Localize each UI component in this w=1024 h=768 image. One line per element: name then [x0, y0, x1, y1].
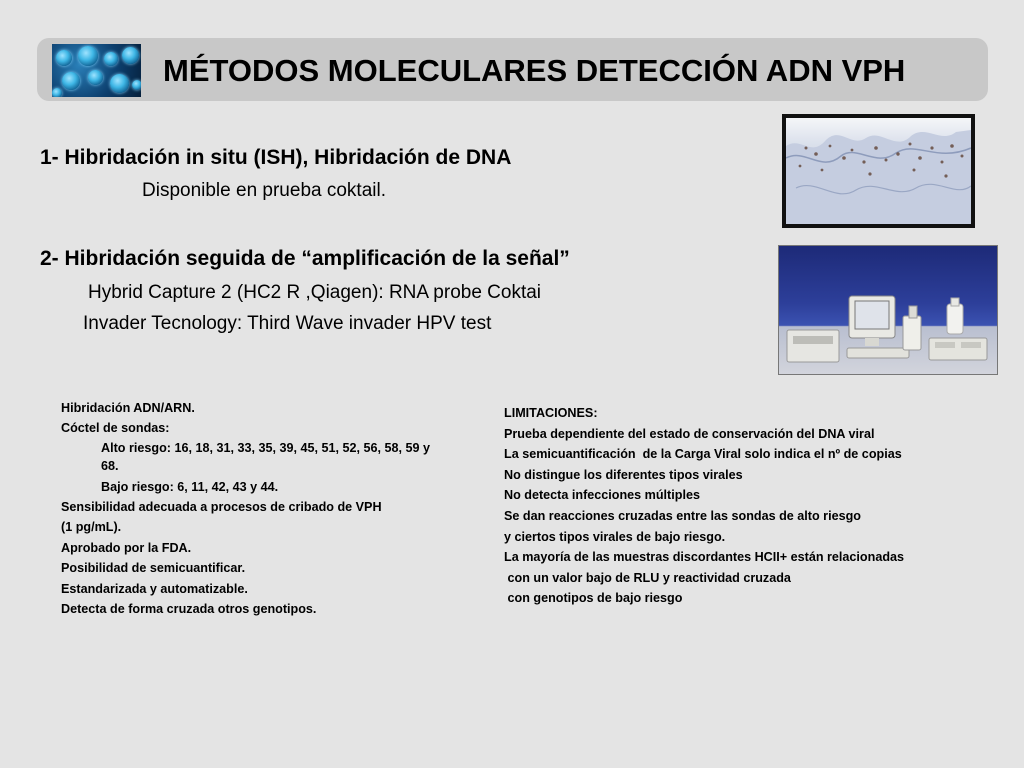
right-list-item: con un valor bajo de RLU y reactividad cruzada — [504, 570, 791, 585]
left-list-item: Hibridación ADN/ARN. — [61, 401, 195, 415]
left-list-item: Posibilidad de semicuantificar. — [61, 561, 246, 575]
right-list-item: y ciertos tipos virales de bajo riesgo. — [504, 529, 726, 544]
left-list-item: Bajo riesgo: 6, 11, 42, 43 y 44. — [101, 480, 279, 494]
left-list-item: Aprobado por la FDA. — [61, 541, 192, 555]
section2-line1: Hybrid Capture 2 (HC2 R ,Qiagen): RNA probe Coktai — [88, 282, 542, 303]
lab-equipment-image — [778, 245, 998, 375]
right-list-item: La semicuantificación de la Carga Viral solo indica el nº de copias — [504, 447, 902, 462]
left-list-item: Alto riesgo: 16, 18, 31, 33, 35, 39, 45, 51, 52, 56, 58, 59 y — [101, 441, 431, 455]
left-list-item: 68. — [101, 459, 119, 473]
left-list-item: (1 pg/mL). — [61, 520, 122, 534]
right-list-item: La mayoría de las muestras discordantes HCII+ están relacionadas — [504, 550, 905, 565]
virus-particles-image — [52, 44, 141, 97]
left-list-item: Estandarizada y automatizable. — [61, 582, 248, 596]
section2-heading: 2- Hibridación seguida de “amplificación de la señal” — [40, 247, 570, 270]
right-list-item: con genotipos de bajo riesgo — [504, 591, 683, 606]
right-list-item: Se dan reacciones cruzadas entre las sondas de alto riesgo — [504, 509, 861, 523]
page-title: MÉTODOS MOLECULARES DETECCIÓN ADN VPH — [163, 53, 906, 88]
histology-image — [782, 114, 975, 228]
right-list-item: No detecta infecciones múltiples — [504, 488, 700, 503]
section1-heading: 1- Hibridación in situ (ISH), Hibridación de DNA — [40, 146, 512, 169]
section1-subtext: Disponible en prueba coktail. — [142, 180, 386, 201]
right-list-item: LIMITACIONES: — [504, 406, 598, 420]
right-list-item: No distingue los diferentes tipos virales — [504, 467, 743, 482]
left-list-item: Cóctel de sondas: — [61, 421, 170, 435]
right-list-item: Prueba dependiente del estado de conservación del DNA viral — [504, 426, 875, 441]
left-list-item: Detecta de forma cruzada otros genotipos. — [61, 602, 317, 616]
section2-line2: Invader Tecnology: Third Wave invader HPV test — [83, 313, 492, 334]
left-list-item: Sensibilidad adecuada a procesos de cribado de VPH — [61, 500, 382, 514]
